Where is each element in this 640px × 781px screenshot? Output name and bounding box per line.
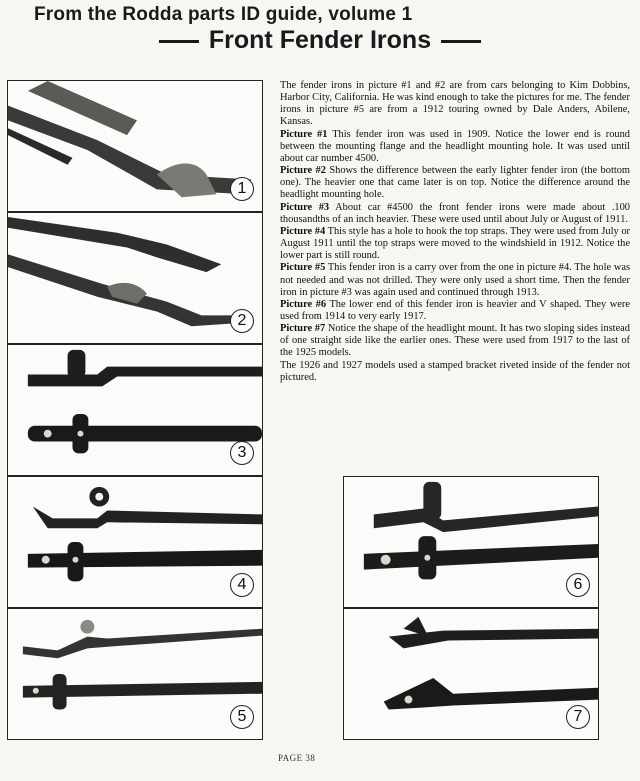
page-title: Front Fender Irons bbox=[208, 26, 432, 54]
fender-iron-image bbox=[8, 477, 262, 607]
page-number: PAGE 38 bbox=[278, 753, 316, 763]
picture-2-text: Shows the difference between the early lighter fender iron (the bottom one). The heavier one that came later is on top. Notice the difference around the headlight mounting hole. bbox=[280, 165, 630, 201]
picture-4-description bbox=[280, 226, 630, 262]
fender-iron-image bbox=[344, 609, 598, 739]
picture-3-description bbox=[280, 202, 630, 226]
closing-paragraph: The 1926 and 1927 models used a stamped bracket riveted inside of the fender not pictured. bbox=[280, 359, 630, 383]
picture-7-description bbox=[280, 323, 630, 359]
fender-iron-image bbox=[344, 477, 598, 607]
picture-6-label: Picture #6 bbox=[280, 298, 327, 310]
picture-number-badge: 2 bbox=[230, 309, 254, 333]
picture-7-text: Notice the shape of the headlight mount. It has two sloping sides instead of one straight side like the earlier ones. These were used from 1917 to the last of the 1925 models. bbox=[280, 323, 630, 359]
picture-5-description bbox=[280, 262, 630, 298]
picture-number-badge: 5 bbox=[230, 705, 254, 729]
picture-6-description bbox=[280, 299, 630, 323]
fender-iron-image bbox=[8, 81, 262, 211]
intro-paragraph: The fender irons in picture #1 and #2 are from cars belonging to Kim Dobbins, Harbor City, California. He was kind enough to take the pictures for me. The fender irons in picture #5 are from a 1912 touring owned by Dale Anders, Abilene, Kansas. bbox=[280, 80, 630, 128]
article-text bbox=[280, 80, 630, 384]
picture-2-description bbox=[280, 165, 630, 201]
picture-3 bbox=[7, 344, 263, 476]
page-title-row bbox=[0, 26, 640, 55]
picture-1-label: Picture #1 bbox=[280, 128, 328, 140]
picture-number-badge: 6 bbox=[566, 573, 590, 597]
picture-4-text: This style has a hole to hook the top straps. They were used from July or August 1911 until the top straps were moved to the windshield in 1912. Notice the lower part is still round. bbox=[280, 225, 631, 262]
picture-6-text: The lower end of this fender iron is heavier and V shaped. They were used from 1914 to very early 1917. bbox=[280, 298, 630, 322]
picture-1-text: This fender iron was used in 1909. Notice the lower end is round between the mounting flange and the headlight mounting hole. It was used until about car number 4500. bbox=[280, 128, 631, 164]
title-dash-left bbox=[159, 40, 199, 43]
picture-number-badge: 1 bbox=[230, 177, 254, 201]
picture-7 bbox=[343, 608, 599, 740]
picture-5-text: This fender iron is a carry over from the one in picture #4. The hole was not needed and was not drilled. They were only used a short time. Then the fender iron in picture #3 was again used and continued through 1913. bbox=[280, 262, 630, 298]
page-subtitle: From the Rodda parts ID guide, volume 1 bbox=[34, 4, 413, 25]
picture-3-text: About car #4500 the front fender irons were made about .100 thousandths of an inch heavier. These were used until about July or August of 1911. bbox=[280, 201, 630, 225]
picture-5-label: Picture #5 bbox=[280, 262, 326, 274]
picture-2-label: Picture #2 bbox=[280, 165, 326, 177]
picture-number-badge: 4 bbox=[230, 573, 254, 597]
picture-number-badge: 7 bbox=[566, 705, 590, 729]
picture-3-label: Picture #3 bbox=[280, 201, 330, 213]
picture-5 bbox=[7, 608, 263, 740]
title-dash-right bbox=[441, 40, 481, 43]
picture-1 bbox=[7, 80, 263, 212]
fender-iron-image bbox=[8, 609, 262, 739]
fender-iron-image bbox=[8, 213, 262, 343]
fender-iron-image bbox=[8, 345, 262, 475]
picture-number-badge: 3 bbox=[230, 441, 254, 465]
picture-4 bbox=[7, 476, 263, 608]
picture-4-label: Picture #4 bbox=[280, 225, 326, 237]
picture-6 bbox=[343, 476, 599, 608]
picture-7-label: Picture #7 bbox=[280, 323, 326, 335]
picture-2 bbox=[7, 212, 263, 344]
picture-1-description bbox=[280, 129, 630, 165]
